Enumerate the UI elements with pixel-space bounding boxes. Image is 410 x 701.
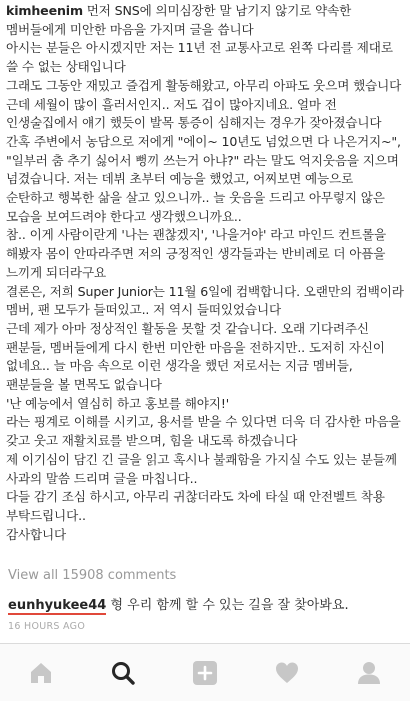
- comment-text: 형 우리 함께 할 수 있는 길을 잘 찾아봐요.: [106, 598, 349, 613]
- nav-profile-button[interactable]: [347, 651, 391, 695]
- bottom-nav-bar: [0, 643, 410, 701]
- search-icon: [110, 660, 136, 686]
- add-post-icon: [192, 660, 218, 686]
- nav-activity-button[interactable]: [265, 651, 309, 695]
- view-all-comments-link[interactable]: View all 15908 comments: [8, 568, 177, 583]
- nav-add-post-button[interactable]: [183, 651, 227, 695]
- home-icon: [28, 660, 54, 686]
- comment-row: [8, 594, 402, 613]
- post-caption-text: 먼저 SNS에 의미심장한 말 남기지 않기로 약속한 멤버들에게 미안한 마음을 가지며 글을 씁니다 아시는 분들은 아시겠지만 저는 11년 전 교통사고로 왼쪽 다리를 제대로 쓸 수 없는 상태입니다 그래도 그동안 재밌고 즐겁게 활동해왔고, 아무리 아파도 웃으며 했습니다 근데 세월이 많이 흘러서인지.. 저도 겁이 많아지네요. 얼마 전 인생술집에서 얘기 했듯이 발목 통증이 심해지는 경우가 잦아졌습니다 간혹 주변에서 농담으로 저에게 "에이~ 10년도 넘었으면 다 나은거지~", "일부러 춤 추기 싫어서 뻥끼 쓰는거 아냐?" 라는 말도 억지웃음을 지으며 넘겼습니다. 저는 데뷔 초부터 예능을 했었고, 어찌보면 예능으로 순탄하고 행복한 삶을 살고 있으니까.. 늘 웃음을 드리고 아무렇지 않은 모습을 보여드려야 한다고 생각했으니까요.. 참.. 이게 사람이란게 '나는 괜찮겠지', '나을거야' 라고 마인드 컨트롤을 해봤자 몸이 안따라주면 저의 긍정적인 생각들과는 반비례로 더 아픔을 느끼게 되더라구요 결론은, 저희 Super Junior는 11월 6일에 컴백합니다. 오랜만의 컴백이라 멤버, 팬 모두가 들떠있고.. 저 역시 들떠있었습니다 근데 제가 아마 정상적인 활동을 못할 것 같습니다. 오래 기다려주신 팬분들, 멤버들에게 다시 한번 미안한 마음을 전하지만.. 도저히 자신이 없네요.. 늘 마음 속으로 이런 생각을 했던 저로서는 지금 멤버들, 팬분들을 볼 면목도 없습니다 '난 예능에서 열심히 하고 홍보를 해야지!' 라는 핑계로 이해를 시키고, 용서를 받을 수 있다면 더욱 더 감사한 마음을 갖고 웃고 재활치료를 받으며, 힘을 내도록 하겠습니다 제 이기심이 담긴 긴 글을 읽고 혹시나 불쾌함을 가지실 수도 있는 분들께 사과의 말씀 드리며 글을 마칩니다.. 다들 감기 조심 하시고, 아무리 귀찮더라도 차에 타실 때 안전벨트 착용 부탁드립니다.. 감사합니다: [6, 3, 404, 542]
- profile-icon: [356, 660, 382, 686]
- nav-search-button[interactable]: [101, 651, 145, 695]
- nav-home-button[interactable]: [19, 651, 63, 695]
- post-author-username[interactable]: kimheenim: [6, 3, 83, 18]
- post-caption: [6, 2, 404, 544]
- heart-icon: [274, 660, 300, 686]
- comment-username[interactable]: eunhyukee44: [8, 598, 107, 613]
- post-timestamp: 16 HOURS AGO: [8, 621, 86, 632]
